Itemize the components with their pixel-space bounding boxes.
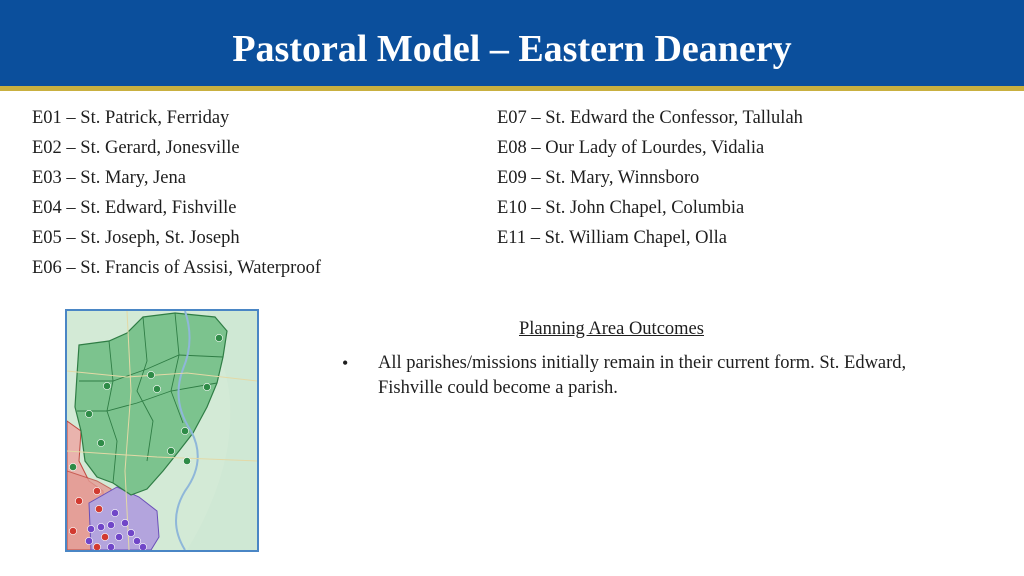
map-marker-south <box>85 537 92 544</box>
title-divider <box>0 86 1024 91</box>
parish-item: E09 – St. Mary, Winnsboro <box>497 168 700 188</box>
bullet-marker: • <box>342 353 349 373</box>
map-marker-southwest <box>101 533 108 540</box>
map-marker-south <box>97 523 104 530</box>
parish-list-right <box>497 106 803 256</box>
map-marker-eastern <box>215 334 222 341</box>
parish-item: E04 – St. Edward, Fishville <box>32 198 237 218</box>
map-marker-southwest <box>93 543 100 550</box>
map-marker-south <box>111 509 118 516</box>
map-marker-eastern <box>103 382 110 389</box>
map-marker-eastern <box>147 371 154 378</box>
map-marker-eastern <box>153 385 160 392</box>
map-marker-southwest <box>95 505 102 512</box>
map-marker-southwest <box>75 497 82 504</box>
map-marker-south <box>133 537 140 544</box>
map-marker-southwest <box>69 527 76 534</box>
outcomes-heading: Planning Area Outcomes <box>519 319 704 339</box>
map-marker-eastern <box>97 439 104 446</box>
map-marker-south <box>87 525 94 532</box>
map-marker-southwest <box>93 487 100 494</box>
parish-item: E07 – St. Edward the Confessor, Tallulah <box>497 108 803 128</box>
map-marker-south <box>107 521 114 528</box>
parish-item: E11 – St. William Chapel, Olla <box>497 228 727 248</box>
map-marker-eastern <box>85 410 92 417</box>
parish-item: E01 – St. Patrick, Ferriday <box>32 108 230 128</box>
parish-item: E06 – St. Francis of Assisi, Waterproof <box>32 258 322 278</box>
map-marker-eastern <box>69 463 76 470</box>
map-graphic <box>67 311 257 550</box>
parish-item: E02 – St. Gerard, Jonesville <box>32 138 240 158</box>
slide-title: Pastoral Model – Eastern Deanery <box>232 28 792 70</box>
map-marker-eastern <box>167 447 174 454</box>
parish-item: E05 – St. Joseph, St. Joseph <box>32 228 240 248</box>
map-marker-south <box>115 533 122 540</box>
deanery-map <box>65 309 259 552</box>
map-marker-eastern <box>183 457 190 464</box>
outcome-bullet: All parishes/missions initially remain in their current form. St. Edward, Fishville could become a parish. <box>378 353 907 398</box>
map-marker-eastern <box>203 383 210 390</box>
map-marker-south <box>127 529 134 536</box>
parish-item: E03 – St. Mary, Jena <box>32 168 186 188</box>
parish-item: E10 – St. John Chapel, Columbia <box>497 198 745 218</box>
map-marker-south <box>139 543 146 550</box>
map-marker-eastern <box>181 427 188 434</box>
map-marker-south <box>107 543 114 550</box>
parish-item: E08 – Our Lady of Lourdes, Vidalia <box>497 138 765 158</box>
map-marker-south <box>121 519 128 526</box>
parish-list-left <box>32 106 321 286</box>
